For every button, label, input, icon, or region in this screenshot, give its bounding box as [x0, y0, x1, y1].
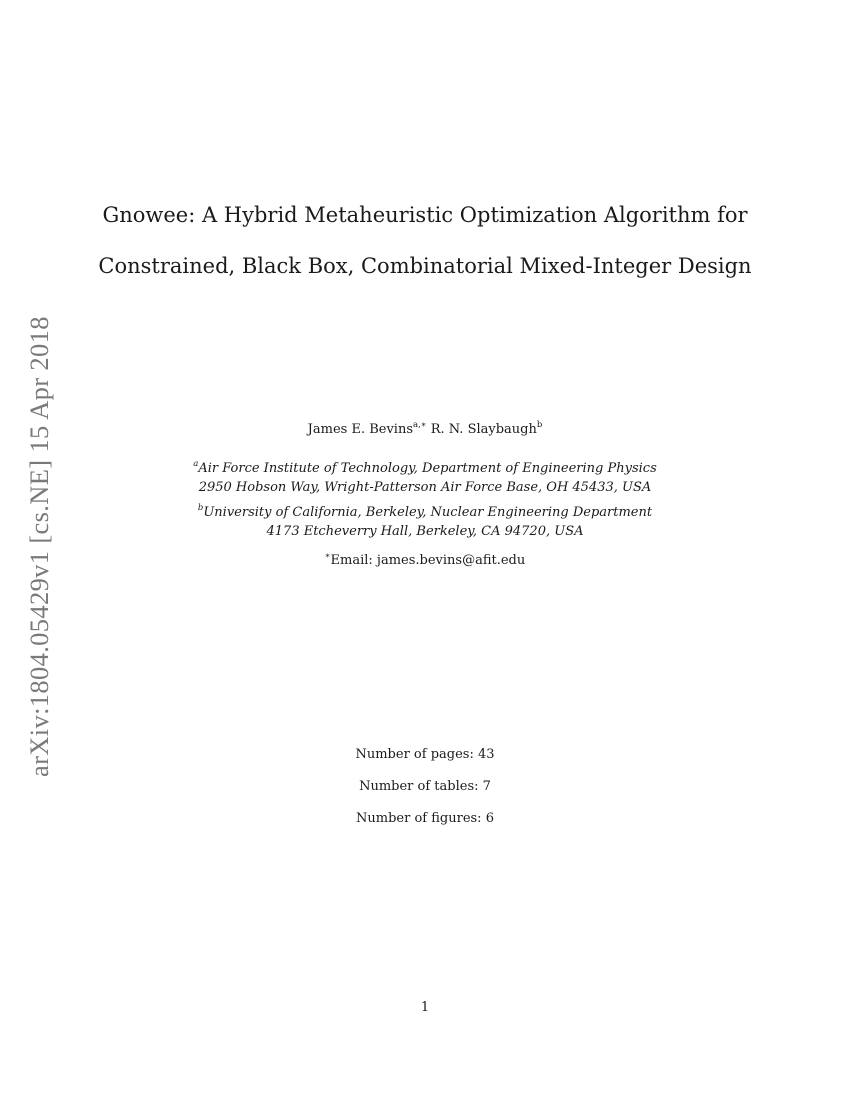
author-affiliation-mark: b — [536, 420, 543, 430]
paper-title-line-1: Gnowee: A Hybrid Metaheuristic Optimization Algorithm for — [102, 203, 748, 227]
author-name: R. N. Slaybaugh — [430, 422, 537, 437]
page-number: 1 — [420, 1000, 430, 1015]
corresponding-email — [0, 553, 850, 568]
email-text: Email: james.bevins@afit.edu — [330, 553, 526, 568]
figure-count: Number of figures: 6 — [356, 811, 494, 826]
affiliation-b-institution: University of California, Berkeley, Nuclear Engineering Department — [203, 505, 653, 520]
affiliation-a-institution: Air Force Institute of Technology, Department of Engineering Physics — [198, 461, 657, 476]
arxiv-identifier-text: arXiv:1804.05429v1 [cs.NE] 15 Apr 2018 — [24, 316, 54, 777]
paper-title-line-2: Constrained, Black Box, Combinatorial Mixed-Integer Design — [98, 254, 752, 278]
affiliation-mark: b — [197, 503, 204, 513]
affiliation-a-line-2: 2950 Hobson Way, Wright-Patterson Air Force Base, OH 45433, USA — [198, 480, 652, 495]
affiliation-a-line-1 — [0, 461, 850, 476]
affiliation-mark: a — [193, 459, 199, 469]
email-mark: ∗ — [324, 551, 331, 561]
table-count: Number of tables: 7 — [359, 779, 491, 794]
page-count: Number of pages: 43 — [355, 747, 495, 762]
author-name: James E. Bevins — [307, 422, 414, 437]
affiliation-b-line-1 — [0, 505, 850, 520]
affiliation-b-line-2: 4173 Etcheverry Hall, Berkeley, CA 94720, USA — [266, 524, 584, 539]
author-affiliation-mark: a,∗ — [413, 420, 427, 430]
author-list — [0, 422, 850, 437]
